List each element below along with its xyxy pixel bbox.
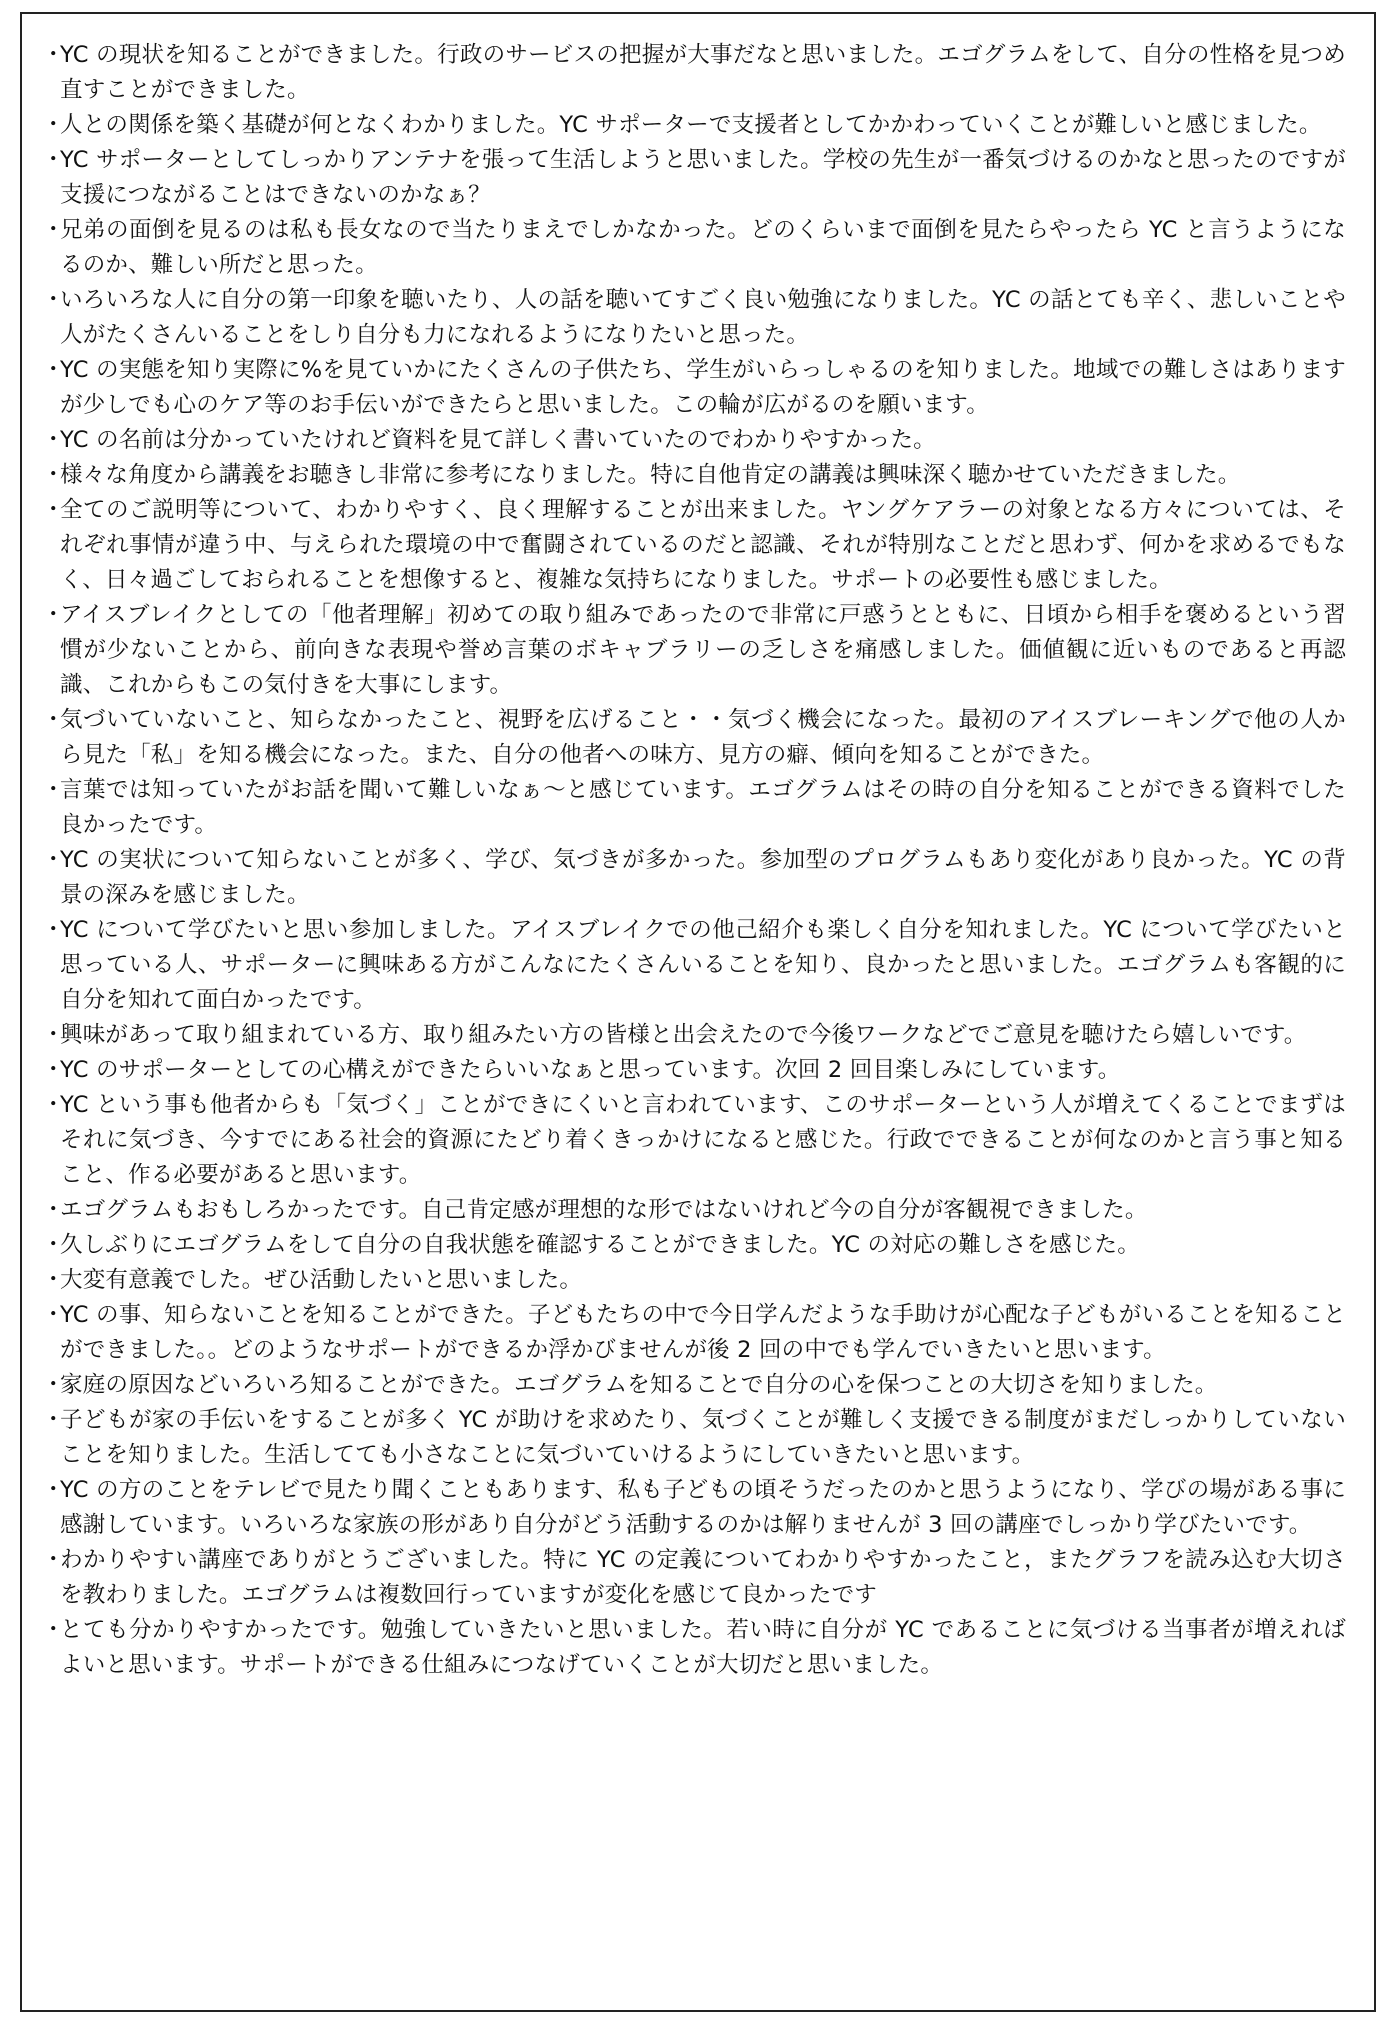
bullet-mark: ・ xyxy=(42,777,65,803)
comment-text: 久しぶりにエゴグラムをして自分の自我状態を確認することができました。YC の対応の難しさを感じた。 xyxy=(60,1232,1140,1258)
comment-list xyxy=(42,38,1346,1683)
comment-item xyxy=(42,773,1346,843)
bullet-mark: ・ xyxy=(42,147,65,173)
comment-item xyxy=(42,493,1346,598)
comment-text: YC の事、知らないことを知ることができた。子どもたちの中で今日学んだような手助けが心配な子どもがいることを知ることができました。。どのようなサポートができるか浮かびませんが後 2 回の中でも学んでいきたいと思います。 xyxy=(60,1302,1346,1363)
comment-text: わかりやすい講座でありがとうございました。特に YC の定義についてわかりやすかったこと，またグラフを読み込む大切さを教わりました。エゴグラムは複数回行っていますが変化を感じて良かったです xyxy=(60,1547,1346,1608)
bullet-mark: ・ xyxy=(42,497,65,523)
comment-item xyxy=(42,1018,1346,1053)
comment-text: 全てのご説明等について、わかりやすく、良く理解することが出来ました。ヤングケアラーの対象となる方々については、それぞれ事情が違う中、与えられた環境の中で奮闘されているのだと認識、それが特別なことだと思わず、何かを求めるでもなく、日々過ごしておられることを想像すると、複雑な気持ちになりました。サポートの必要性も感じました。 xyxy=(60,497,1346,593)
comment-item xyxy=(42,1473,1346,1543)
comment-item xyxy=(42,423,1346,458)
comment-item xyxy=(42,703,1346,773)
bullet-mark: ・ xyxy=(42,1267,65,1293)
bullet-mark: ・ xyxy=(42,287,65,313)
comment-item xyxy=(42,1543,1346,1613)
comment-item xyxy=(42,1613,1346,1683)
bullet-mark: ・ xyxy=(42,1197,65,1223)
comment-item xyxy=(42,1298,1346,1368)
bullet-mark: ・ xyxy=(42,217,65,243)
comment-item xyxy=(42,913,1346,1018)
bullet-mark: ・ xyxy=(42,1617,65,1643)
bullet-mark: ・ xyxy=(42,112,65,138)
comment-item xyxy=(42,1403,1346,1473)
bullet-mark: ・ xyxy=(42,602,65,628)
bullet-mark: ・ xyxy=(42,707,65,733)
comment-item xyxy=(42,283,1346,353)
bullet-mark: ・ xyxy=(42,357,65,383)
comment-text: 様々な角度から講義をお聴きし非常に参考になりました。特に自他肯定の講義は興味深く聴かせていただきました。 xyxy=(60,462,1241,488)
comment-item xyxy=(42,1228,1346,1263)
comment-text: YC の名前は分かっていたけれど資料を見て詳しく書いていたのでわかりやすかった。 xyxy=(60,427,936,453)
comment-item xyxy=(42,1263,1346,1298)
comment-text: 大変有意義でした。ぜひ活動したいと思いました。 xyxy=(60,1267,583,1293)
comment-item xyxy=(42,1193,1346,1228)
comment-text: YC の方のことをテレビで見たり聞くこともあります、私も子どもの頃そうだったのかと思うようになり、学びの場がある事に感謝しています。いろいろな家族の形があり自分がどう活動するのかは解りませんが 3 回の講座でしっかり学びたいです。 xyxy=(60,1477,1346,1538)
bullet-mark: ・ xyxy=(42,462,65,488)
comment-item xyxy=(42,843,1346,913)
bullet-mark: ・ xyxy=(42,1057,65,1083)
bullet-mark: ・ xyxy=(42,1407,65,1433)
bullet-mark: ・ xyxy=(42,1232,65,1258)
comment-text: いろいろな人に自分の第一印象を聴いたり、人の話を聴いてすごく良い勉強になりました。YC の話とても辛く、悲しいことや人がたくさんいることをしり自分も力になれるようになりたいと思った。 xyxy=(60,287,1346,348)
comment-item xyxy=(42,1088,1346,1193)
comment-text: YC のサポーターとしての心構えができたらいいなぁと思っています。次回 2 回目楽しみにしています。 xyxy=(60,1057,1121,1083)
bullet-mark: ・ xyxy=(42,42,65,68)
comment-item xyxy=(42,213,1346,283)
bullet-mark: ・ xyxy=(42,1477,65,1503)
bullet-mark: ・ xyxy=(42,847,65,873)
comment-text: 家庭の原因などいろいろ知ることができた。エゴグラムを知ることで自分の心を保つことの大切さを知りました。 xyxy=(60,1372,1218,1398)
bullet-mark: ・ xyxy=(42,1302,65,1328)
comment-text: エゴグラムもおもしろかったです。自己肯定感が理想的な形ではないけれど今の自分が客観視できました。 xyxy=(60,1197,1148,1223)
comment-item xyxy=(42,38,1346,108)
comment-text: 言葉では知っていたがお話を聞いて難しいなぁ～と感じています。エゴグラムはその時の自分を知ることができる資料でした良かったです。 xyxy=(60,777,1346,838)
comments-frame xyxy=(20,12,1376,2012)
bullet-mark: ・ xyxy=(42,1022,65,1048)
bullet-mark: ・ xyxy=(42,1547,65,1573)
comment-text: 子どもが家の手伝いをすることが多く YC が助けを求めたり、気づくことが難しく支援できる制度がまだしっかりしていないことを知りました。生活してても小さなことに気づいていけるようにしていきたいと思います。 xyxy=(60,1407,1346,1468)
comment-item xyxy=(42,353,1346,423)
comment-text: 気づいていないこと、知らなかったこと、視野を広げること・・気づく機会になった。最初のアイスブレーキングで他の人から見た「私」を知る機会になった。また、自分の他者への味方、見方の癖、傾向を知ることができた。 xyxy=(60,707,1346,768)
comment-text: 人との関係を築く基礎が何となくわかりました。YC サポーターで支援者としてかかわっていくことが難しいと感じました。 xyxy=(60,112,1322,138)
bullet-mark: ・ xyxy=(42,1092,65,1118)
comment-text: YC の実態を知り実際に%を見ていかにたくさんの子供たち、学生がいらっしゃるのを知りました。地域での難しさはありますが少しでも心のケア等のお手伝いができたらと思いました。この輪が広がるのを願います。 xyxy=(60,357,1346,418)
comment-text: 兄弟の面倒を見るのは私も長女なので当たりまえでしかなかった。どのくらいまで面倒を見たらやったら YC と言うようになるのか、難しい所だと思った。 xyxy=(60,217,1346,278)
bullet-mark: ・ xyxy=(42,917,65,943)
comment-text: YC について学びたいと思い参加しました。アイスブレイクでの他己紹介も楽しく自分を知れました。YC について学びたいと思っている人、サポーターに興味ある方がこんなにたくさんいることを知り、良かったと思いました。エゴグラムも客観的に自分を知れて面白かったです。 xyxy=(60,917,1346,1013)
bullet-mark: ・ xyxy=(42,427,65,453)
comment-item xyxy=(42,1368,1346,1403)
comment-item xyxy=(42,1053,1346,1088)
comment-item xyxy=(42,143,1346,213)
comment-item xyxy=(42,598,1346,703)
comment-item xyxy=(42,108,1346,143)
comment-text: アイスブレイクとしての「他者理解」初めての取り組みであったので非常に戸惑うとともに、日頃から相手を褒めるという習慣が少ないことから、前向きな表現や誉め言葉のボキャブラリーの乏しさを痛感しました。価値観に近いものであると再認識、これからもこの気付きを大事にします。 xyxy=(60,602,1346,698)
comment-text: YC の現状を知ることができました。行政のサービスの把握が大事だなと思いました。エゴグラムをして、自分の性格を見つめ直すことができました。 xyxy=(60,42,1346,103)
comment-text: 興味があって取り組まれている方、取り組みたい方の皆様と出会えたので今後ワークなどでご意見を聴けたら嬉しいです。 xyxy=(60,1022,1307,1048)
comment-text: YC の実状について知らないことが多く、学び、気づきが多かった。参加型のプログラムもあり変化があり良かった。YC の背景の深みを感じました。 xyxy=(60,847,1346,908)
comment-item xyxy=(42,458,1346,493)
comment-text: とても分かりやすかったです。勉強していきたいと思いました。若い時に自分が YC であることに気づける当事者が増えればよいと思います。サポートができる仕組みにつなげていくことが大切だと思いました。 xyxy=(60,1617,1346,1678)
bullet-mark: ・ xyxy=(42,1372,65,1398)
comment-text: YC サポーターとしてしっかりアンテナを張って生活しようと思いました。学校の先生が一番気づけるのかなと思ったのですが支援につながることはできないのかなぁ？ xyxy=(60,147,1346,208)
comment-text: YC という事も他者からも「気づく」ことができにくいと言われています、このサポーターという人が増えてくることでまずはそれに気づき、今すでにある社会的資源にたどり着くきっかけになると感じた。行政でできることが何なのかと言う事と知ること、作る必要があると思います。 xyxy=(60,1092,1346,1188)
